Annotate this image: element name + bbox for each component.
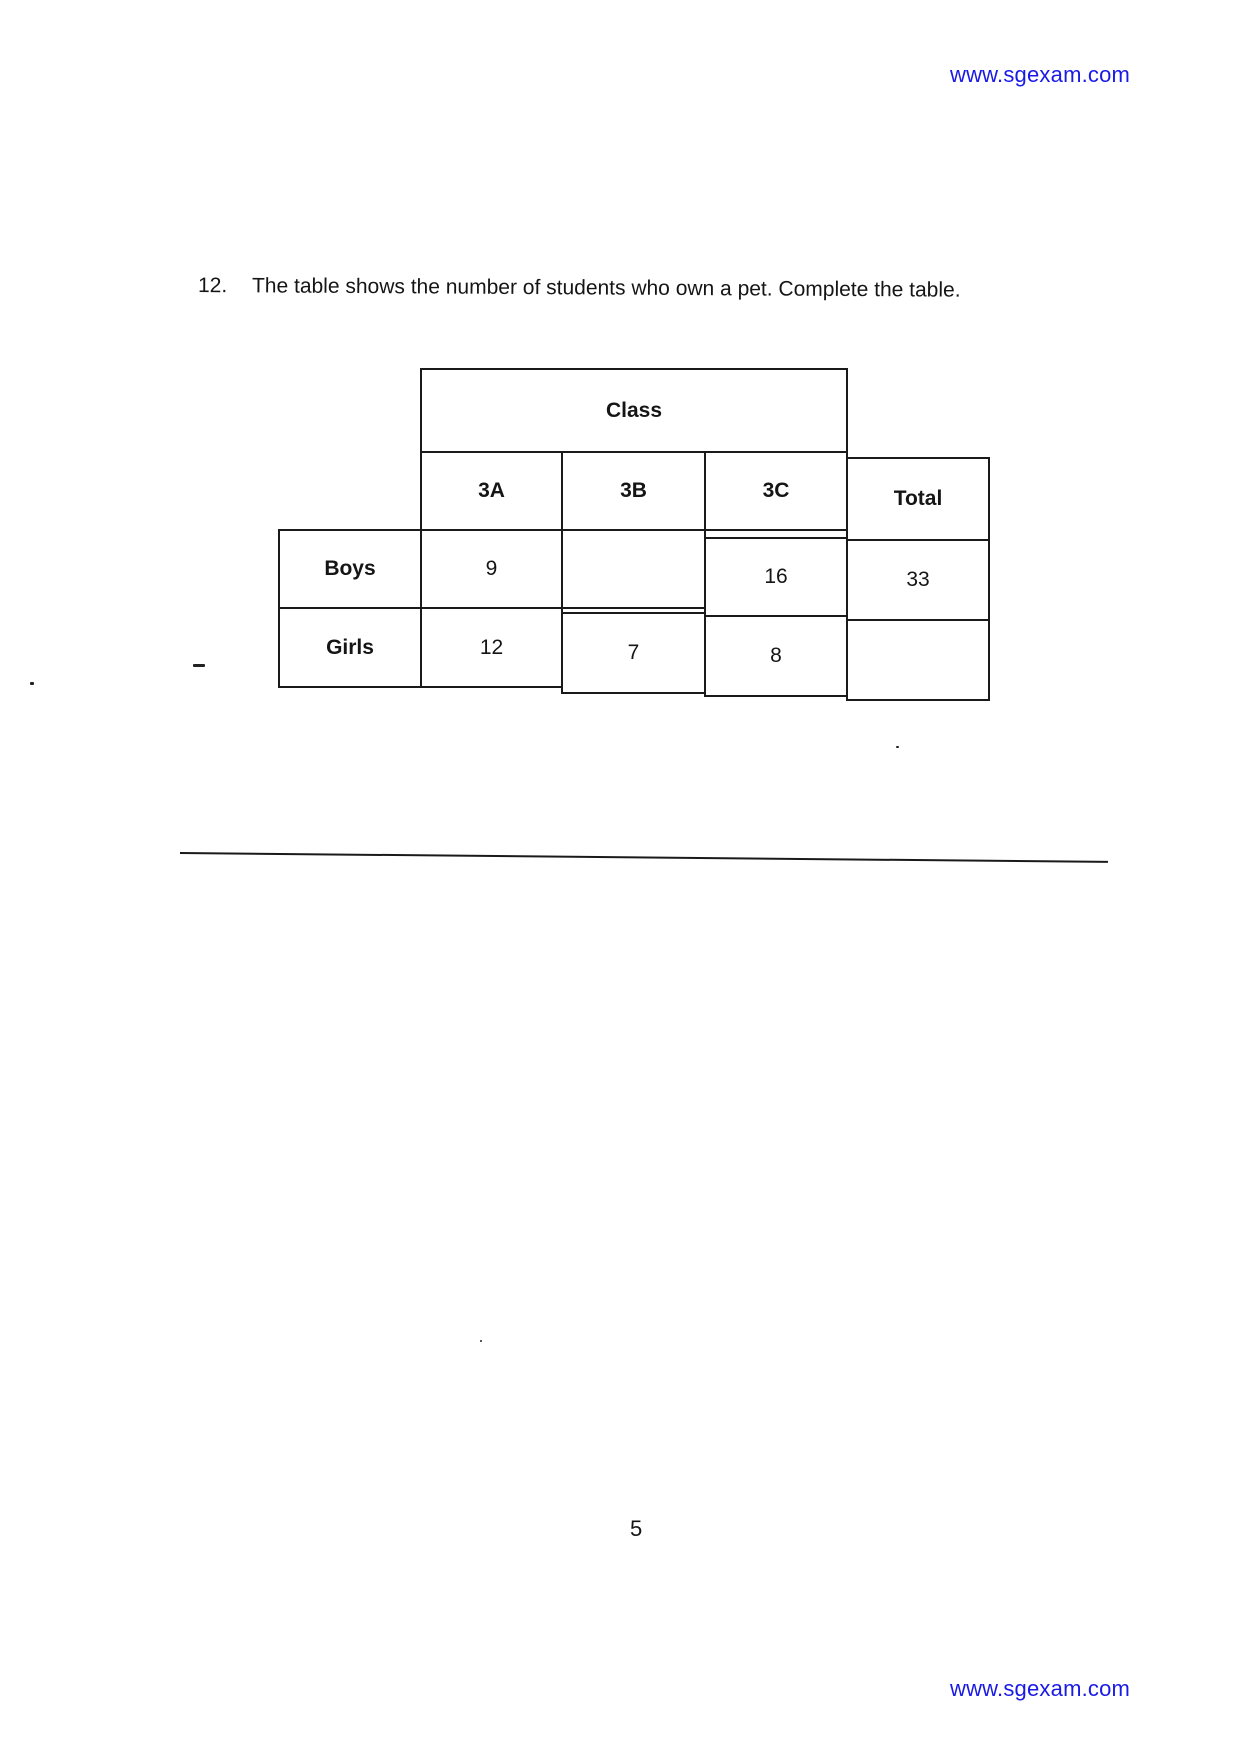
table-cell: 12 — [420, 607, 563, 688]
column-header-3a: 3A — [420, 451, 563, 531]
question-12 — [198, 274, 961, 303]
table-cell: 7 — [561, 612, 706, 694]
table-cell: 16 — [704, 537, 848, 617]
question-number: 12. — [197, 274, 228, 298]
scan-mark — [30, 682, 34, 685]
scan-mark — [480, 1340, 482, 1342]
answer-cell-girls-total[interactable] — [846, 619, 990, 701]
question-text: The table shows the number of students who own a pet. Complete the table. — [251, 274, 961, 302]
class-group-header: Class — [420, 368, 848, 453]
column-header-total: Total — [846, 457, 990, 541]
section-divider — [180, 852, 1108, 863]
table-cell: 9 — [420, 529, 563, 609]
scan-mark — [193, 664, 205, 667]
row-label-girls: Girls — [278, 607, 422, 688]
table-cell: 8 — [704, 615, 848, 697]
column-header-3c: 3C — [704, 451, 848, 531]
page-number: 5 — [630, 1516, 643, 1541]
footer-site-link[interactable]: www.sgexam.com — [950, 1676, 1131, 1701]
answer-cell-boys-3b[interactable] — [561, 529, 706, 609]
table-cell: 33 — [846, 539, 990, 621]
header-site-link[interactable]: www.sgexam.com — [950, 62, 1131, 87]
row-label-boys: Boys — [278, 529, 422, 609]
column-header-3b: 3B — [561, 451, 706, 531]
scan-mark — [896, 746, 899, 748]
